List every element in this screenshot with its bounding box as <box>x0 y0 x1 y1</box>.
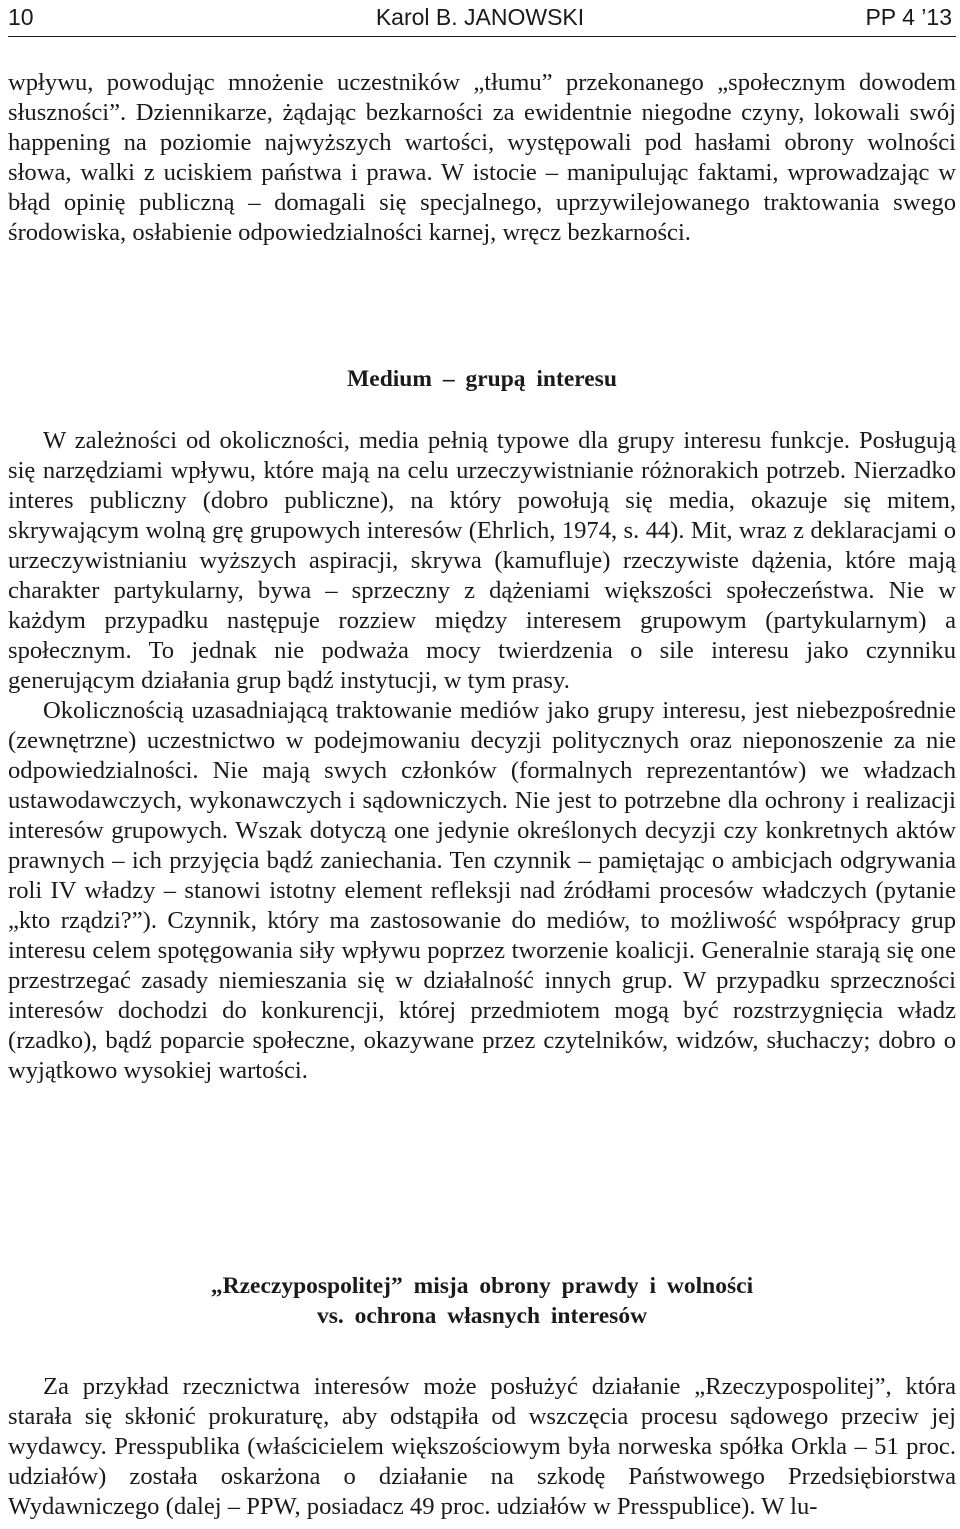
section-rzeczpospolita-body <box>8 1372 956 1522</box>
section-heading-rzeczpospolita <box>8 1271 956 1331</box>
section-heading: Medium – grupą interesu <box>347 366 617 392</box>
page-number: 10 <box>8 4 34 30</box>
running-header <box>0 0 960 38</box>
running-header-author: Karol B. JANOWSKI <box>375 4 585 30</box>
paragraph-intro <box>8 68 956 248</box>
paragraph-text: W zależności od okoliczności, media pełnią typowe dla grupy interesu funkcje. Posługują się narzędziami wpływu, które mają na celu urzeczywistnianie różnorakich potrzeb. Nierzadko interes publiczny (dobro publiczne), na który powołują się media, okazuje się mitem, skrywającym wolną grę grupowych interesów (Ehrlich, 1974, s. 44). Mit, wraz z deklaracjami o urzeczywistnianiu wyższych aspiracji, skrywa (kamufluje) rzeczywiste dążenia, które mają charakter partykularny, bywa – sprzeczny z dążeniami większości społeczeństwa. Nie w każdym przypadku następuje rozziew między interesem grupowym (partykularnym) a społecznym. To jednak nie podważa mocy twierdzenia o sile interesu jako czynniku generującym działania grup bądź instytucji, w tym prasy. <box>8 427 956 694</box>
section-heading-medium <box>8 364 956 394</box>
paragraph-text: Za przykład rzecznictwa interesów może posłużyć działanie „Rzeczypospolitej”, która starała się skłonić prokuraturę, aby odstąpiła od wszczęcia procesu sądowego przeciw jej wydawcy. Presspublika (właścicielem większościowym była norweska spółka Orkla – 51 proc. udziałów) została oskarżona o działanie na szkodę Państwowego Przedsiębiorstwa Wydawniczego (dalej – PPW, posiadacz 49 proc. udziałów w Presspublice). W lu- <box>8 1373 956 1520</box>
header-rule <box>8 36 956 37</box>
running-header-journal: PP 4 ’13 <box>865 4 952 30</box>
paragraph-text: wpływu, powodując mnożenie uczestników „tłumu” przekonanego „społecznym dowodem słuszności”. Dziennikarze, żądając bezkarności za ewidentnie niegodne czyny, lokowali swój happening na poziomie najwyższych wartości, występowali pod hasłami obrony wolności słowa, walki z uciskiem państwa i prawa. W istocie – manipulując faktami, wprowadzając w błąd opinię publiczną – domagali się specjalnego, uprzywilejowanego traktowania swego środowiska, osłabienie odpowiedzialności karnej, wręcz bezkarności. <box>8 69 956 246</box>
section-heading-line-2: vs. ochrona własnych interesów <box>316 1303 648 1329</box>
section-medium-body <box>8 426 956 1086</box>
section-heading-line-1: „Rzeczypospolitej” misja obrony prawdy i wolności <box>210 1273 754 1299</box>
paragraph-text: Okolicznością uzasadniającą traktowanie mediów jako grupy interesu, jest niebezpośrednie (zewnętrzne) uczestnictwo w podejmowaniu decyzji politycznych oraz nieponoszenie za nie odpowiedzialności. Nie mają swych członków (formalnych reprezentantów) we władzach ustawodawczych, wykonawczych i sądowniczych. Nie jest to potrzebne dla ochrony i realizacji interesów grupowych. Wszak dotyczą one jedynie określonych decyzji czy konkretnych aktów prawnych – ich przyjęcia bądź zaniechania. Ten czynnik – pamiętając o ambicjach odgrywania roli IV władzy – stanowi istotny element refleksji nad źródłami procesów władczych (pytanie „kto rządzi?”). Czynnik, który ma zastosowanie do mediów, to możliwość współpracy grup interesu celem spotęgowania siły wpływu poprzez tworzenie koalicji. Generalnie starają się one przestrzegać zasady niemieszania się w działalność innych grup. W przypadku sprzeczności interesów dochodzi do konkurencji, której przedmiotem mogą być rozstrzygnięcia władz (rzadko), bądź poparcie społeczne, okazywane przez czytelników, widzów, słuchaczy; dobro o wyjątkowo wysokiej wartości. <box>8 697 956 1084</box>
